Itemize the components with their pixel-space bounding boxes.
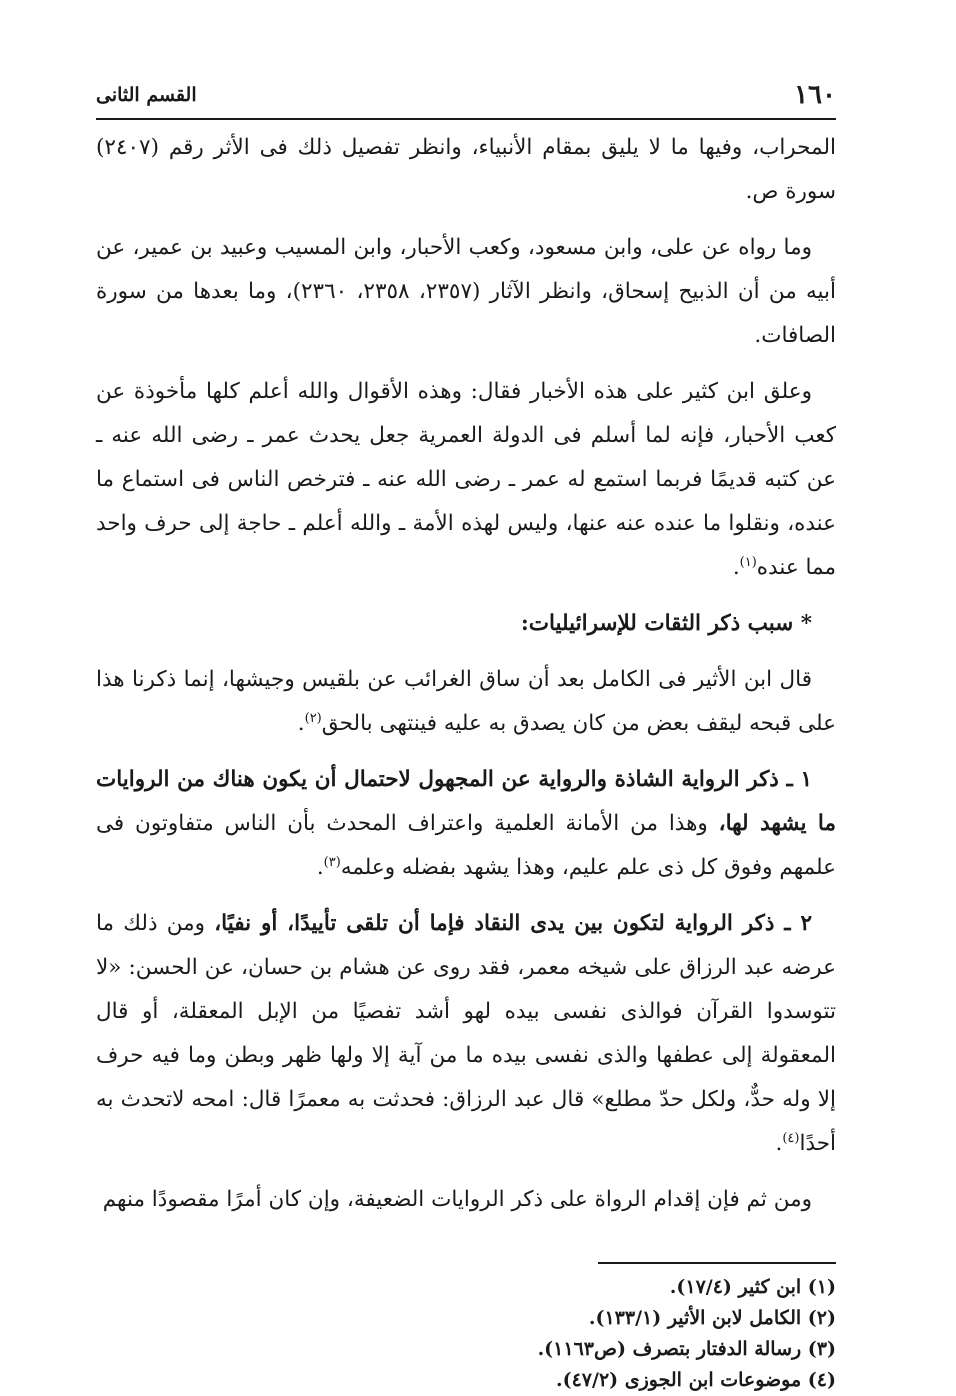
header-divider [96,118,836,120]
list-item-2 [96,902,836,1166]
paragraph-4-period: . [297,711,305,736]
section-title: القسم الثانى [96,84,197,106]
list-item-1 [96,758,836,890]
section-heading: * سبب ذكر الثقات للإسرائيليات: [520,611,812,636]
paragraph-2: وما رواه عن على، وابن مسعود، وكعب الأحبار، وابن المسيب وعبيد بن عمير، عن أبيه من أن الذبيح إسحاق، وانظر الآثار (٢٣٥٧، ٢٣٥٨، ٢٣٦٠)، وما بعدها من سورة الصافات. [96,235,836,348]
page-header [96,72,836,118]
footnote-2: (٢) الكامل لابن الأثير (١٣٣/١). [588,1307,836,1329]
list-item-2-period: . [775,1131,783,1156]
paragraph-3-text: وعلق ابن كثير على هذه الأخبار فقال: وهذه الأقوال والله أعلم كلها مأخوذة عن كعب الأحبار، فإنه لما أسلم فى الدولة العمرية جعل يحدث عمر ـ رضى الله عنه ـ عن كتبه قديمًا فربما استمع له عمر ـ رضى الله عنه ـ فترخص الناس فى استماع ما عنده، ونقلوا ما عنده عنه عنها، وليس لهذه الأمة ـ والله أعلم ـ حاجة إلى حرف واحد مما عنده [96,379,836,580]
list-item-2-text: ومن ذلك ما عرضه عبد الرزاق على شيخه معمر، فقد روى عن هشام بن حسان، عن الحسن: «لا تتوسدوا القرآن فوالذى نفسى بيده لهو أشد تفصيًا من الإبل المعقلة، أو قال المعقولة إلى عطفها والذى نفسى بيده ما من آية إلا ولها ظهر وبطن وما فيه حرف إلا وله حدٌّ، ولكل حدّ مطلع» قال عبد الرزاق: فحدثت به معمرًا قال: امحه لاتحدث به أحدًا [96,911,836,1156]
footnote-divider [598,1262,836,1264]
footnote-4: (٤) موضوعات ابن الجوزى (٤٧/٢). [555,1369,836,1391]
list-item-2-heading: ٢ ـ ذكر الرواية لتكون بين يدى النقاد فإما أن تلقى تأييدًا، أو نفيًا، [214,911,812,936]
footnote-ref-2: (٢) [304,710,322,726]
paragraph-4-text: قال ابن الأثير فى الكامل بعد أن ساق الغرائب عن بلقيس وجيشها، إنما ذكرنا هذا على قبحه ليقف بعض من كان يصدق به عليه فينتهى بالحق [96,667,836,736]
footnote-ref-4: (٤) [782,1130,800,1146]
list-item-1-text: وهذا من الأمانة العلمية واعتراف المحدث بأن الناس متفاوتون فى علمهم وفوق كل ذى علم عليم، وهذا يشهد بفضله وعلمه [96,811,836,880]
page-number: ١٦٠ [794,80,836,110]
footnote-3: (٣) رسالة الدفتار بتصرف (ص١١٦٣). [537,1338,836,1360]
footnotes [96,1272,836,1396]
body-text [96,126,836,1222]
paragraph-4 [96,658,836,746]
list-item-1-period: . [316,855,324,880]
footnote-ref-3: (٣) [323,854,341,870]
footnote-ref-1: (١) [739,554,757,570]
paragraph-last: ومن ثم فإن إقدام الرواة على ذكر الروايات الضعيفة، وإن كان أمرًا مقصودًا منهم [102,1187,812,1212]
paragraph-3-period: . [732,555,740,580]
paragraph-1: المحراب، وفيها ما لا يليق بمقام الأنبياء، وانظر تفصيل ذلك فى الأثر رقم (٢٤٠٧) سورة ص. [96,135,836,204]
list-item-1-heading: ١ ـ ذكر الرواية الشاذة والرواية عن المجهول لاحتمال أن يكون هناك من الروايات ما يشهد لها، [96,767,836,836]
book-page [96,72,836,1396]
paragraph-3 [96,370,836,590]
footnote-1: (١) ابن كثير (١٧/٤). [669,1276,836,1298]
